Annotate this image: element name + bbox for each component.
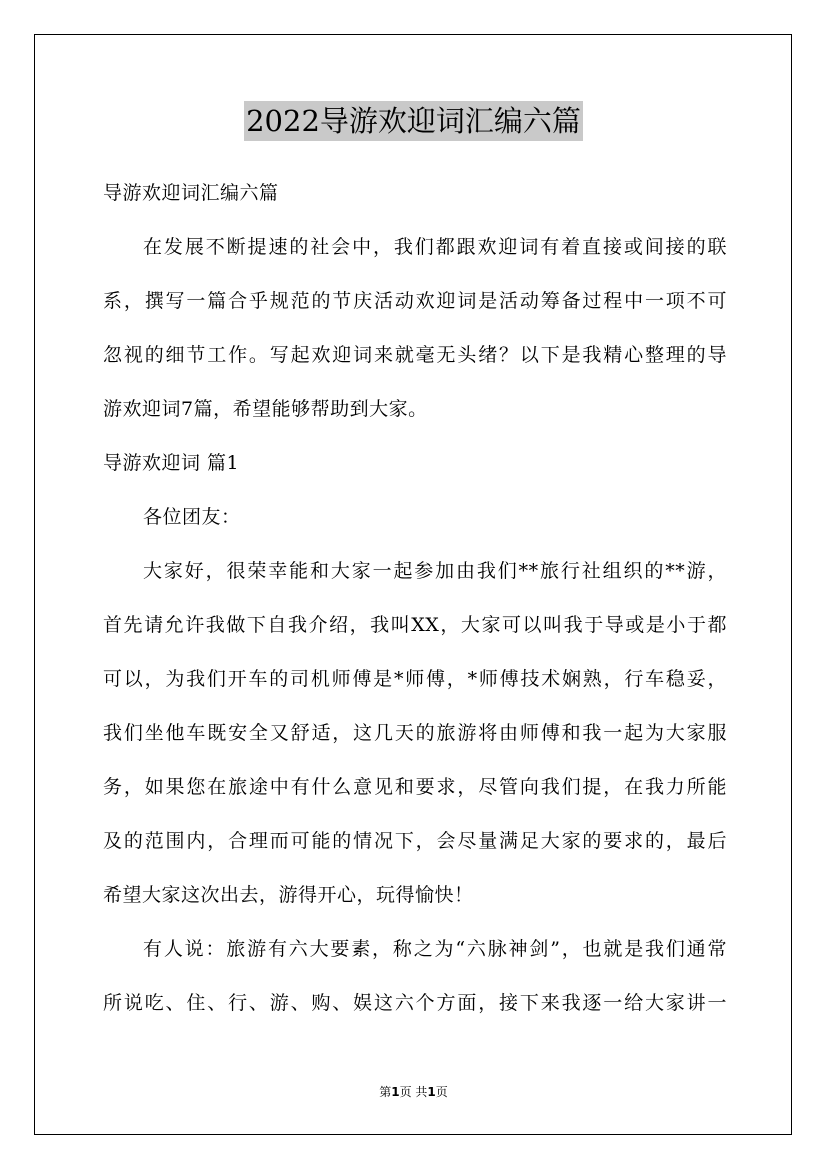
paragraph-line: 及的范围内，合理而可能的情况下，会尽量满足大家的要求的，最后	[103, 830, 727, 852]
paragraph-line: 大家好，很荣幸能和大家一起参加由我们**旅行社组织的**游，	[143, 560, 727, 582]
paragraph-line: 游欢迎词7篇，希望能够帮助到大家。	[103, 398, 428, 420]
paragraph-line: 务，如果您在旅途中有什么意见和要求，尽管向我们提，在我力所能	[103, 776, 727, 798]
paragraph-line: 各位团友：	[143, 506, 241, 528]
subtitle-line: 导游欢迎词汇编六篇	[103, 182, 279, 204]
paragraph-line: 所说吃、住、行、游、购、娱这六个方面，接下来我逐一给大家讲一	[103, 992, 727, 1014]
document-title: 2022导游欢迎词汇编六篇	[244, 101, 583, 141]
footer-page-number: 1	[391, 1085, 400, 1099]
paragraph-line: 忽视的细节工作。写起欢迎词来就毫无头绪？以下是我精心整理的导	[103, 344, 727, 366]
section-heading: 导游欢迎词 篇1	[103, 452, 240, 474]
title-container	[0, 101, 827, 141]
footer-page-prefix: 第	[379, 1085, 392, 1099]
paragraph-line: 可以，为我们开车的司机师傅是*师傅，*师傅技术娴熟，行车稳妥，	[103, 668, 727, 690]
paragraph-line: 系，撰写一篇合乎规范的节庆活动欢迎词是活动筹备过程中一项不可	[103, 290, 727, 312]
footer-page-suffix: 页 共	[399, 1085, 428, 1099]
page-footer	[0, 1084, 827, 1100]
footer-total-suffix: 页	[435, 1085, 448, 1099]
paragraph-line: 希望大家这次出去，游得开心，玩得愉快！	[103, 884, 474, 906]
footer-total-pages: 1	[427, 1085, 436, 1099]
paragraph-line: 我们坐他车既安全又舒适，这几天的旅游将由师傅和我一起为大家服	[103, 722, 727, 744]
paragraph-line: 在发展不断提速的社会中，我们都跟欢迎词有着直接或间接的联	[143, 236, 727, 258]
paragraph-line: 首先请允许我做下自我介绍，我叫XX，大家可以叫我于导或是小于都	[103, 614, 727, 636]
paragraph-line: 有人说：旅游有六大要素，称之为“六脉神剑”，也就是我们通常	[143, 938, 727, 960]
